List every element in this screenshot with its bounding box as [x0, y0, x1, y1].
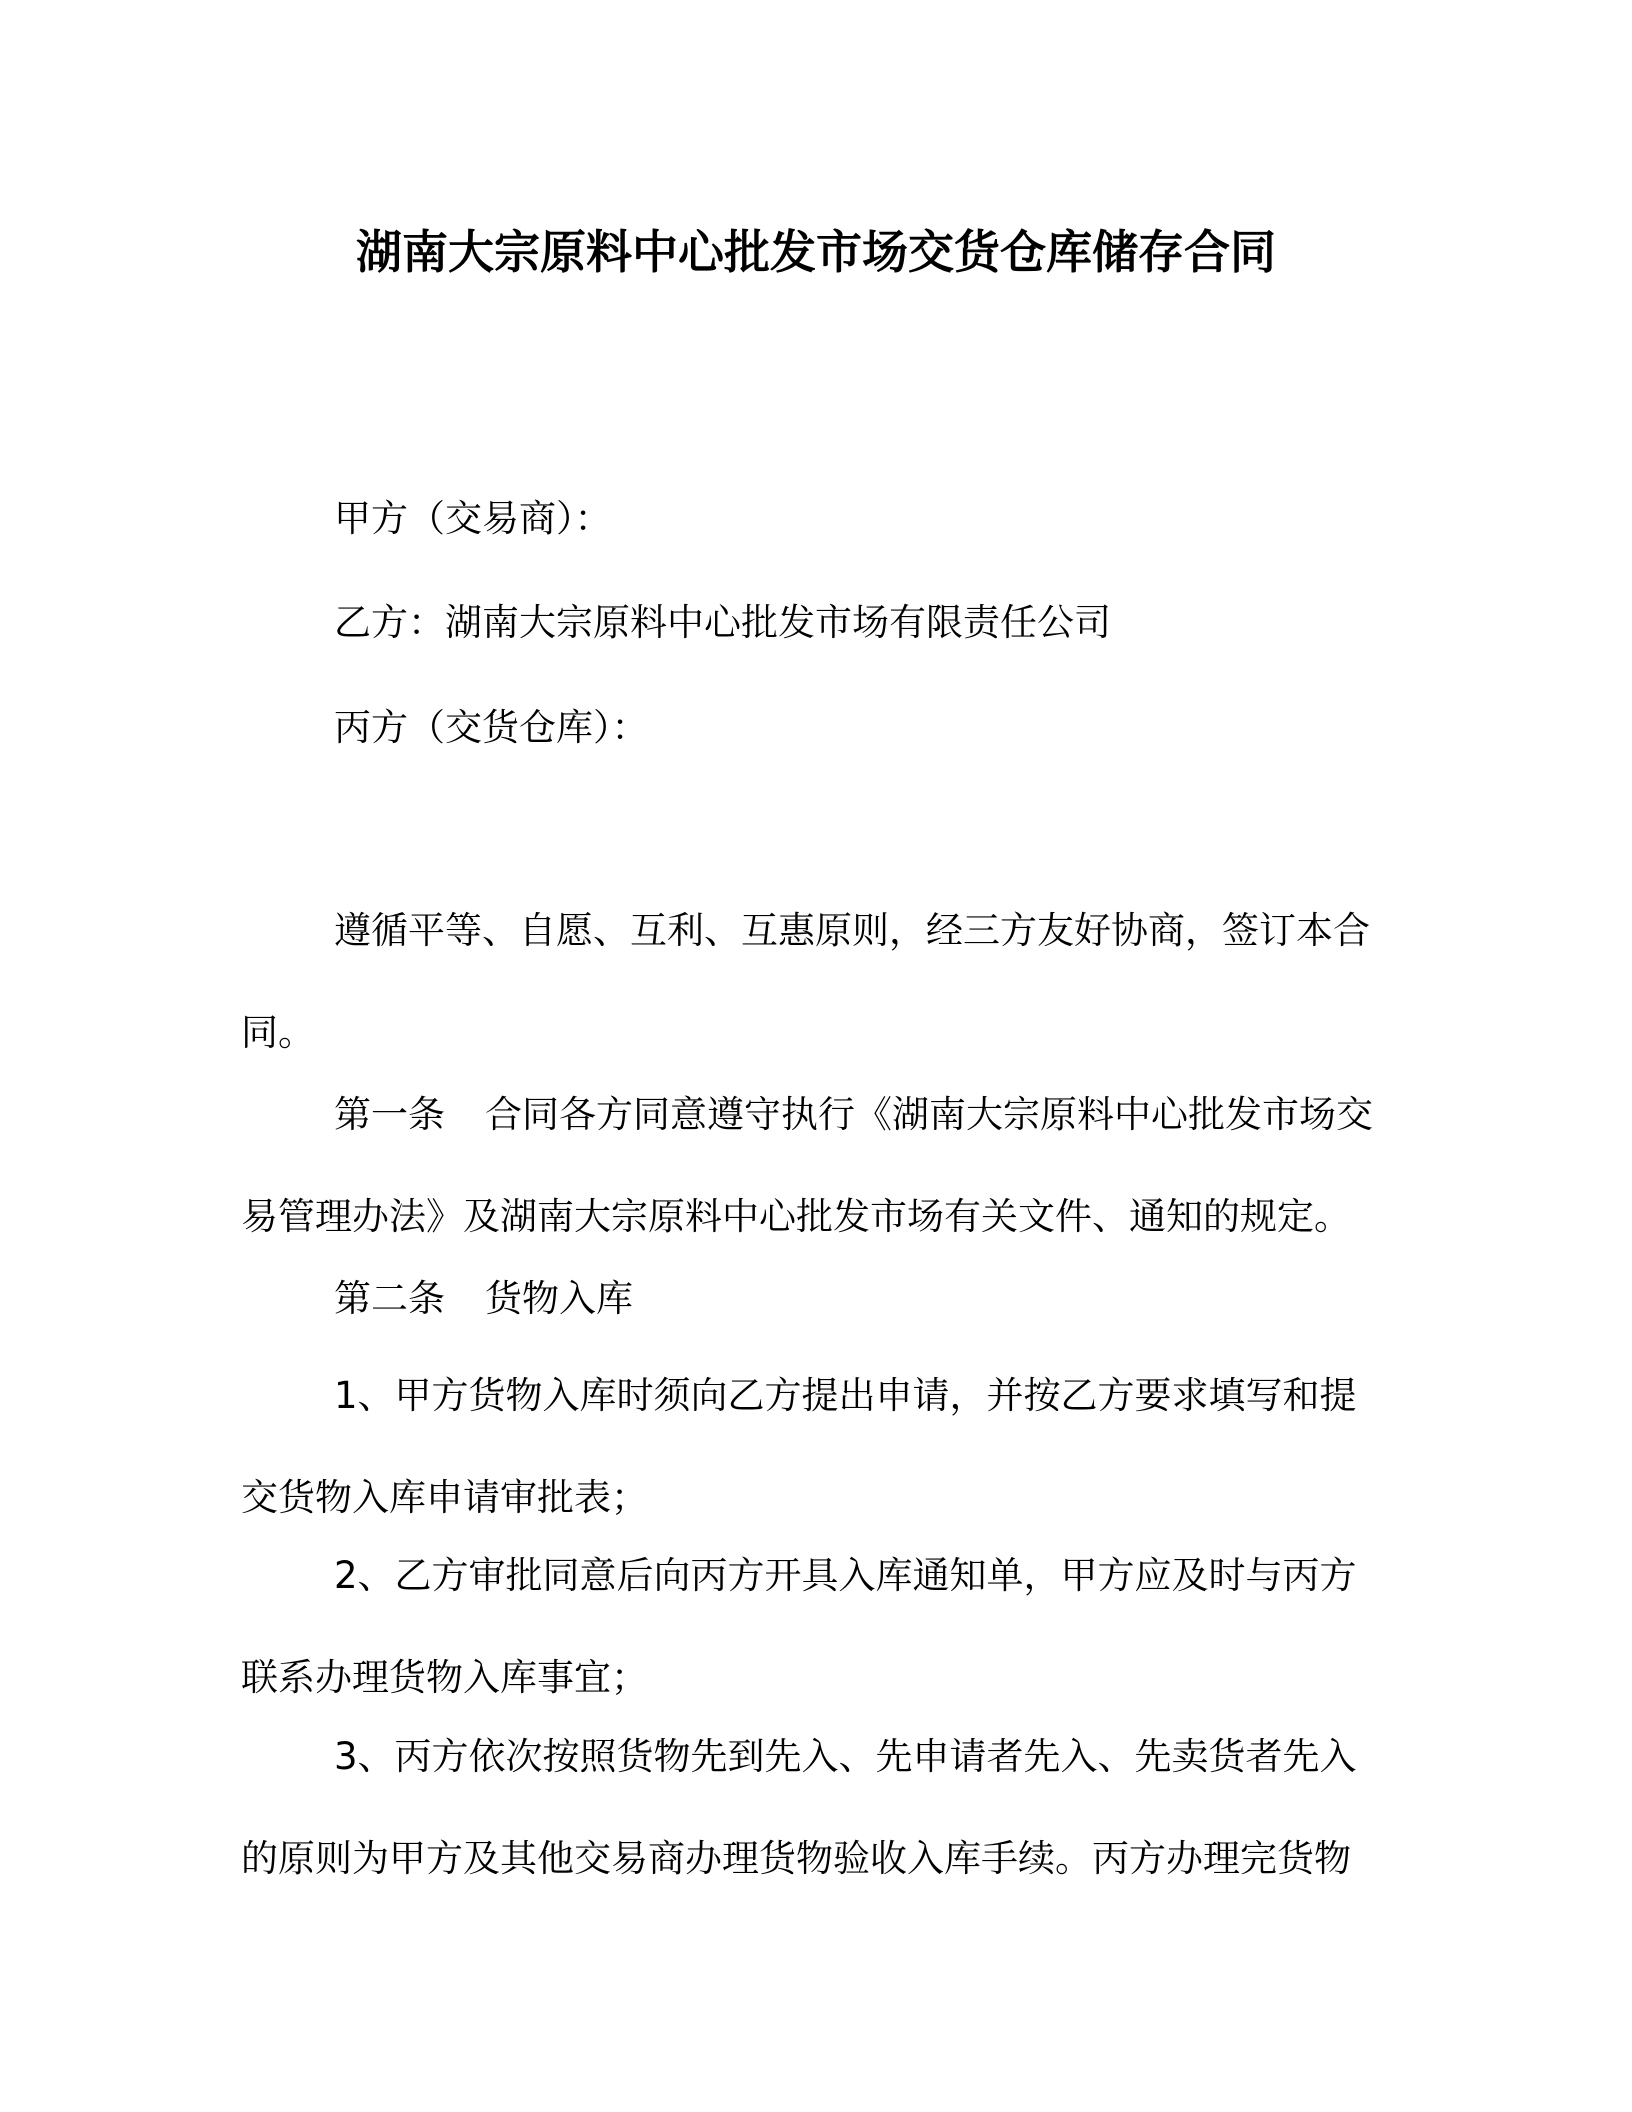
party-b-line: 乙方：湖南大宗原料中心批发市场有限责任公司 — [334, 601, 1111, 644]
item-1-line-1: 1、甲方货物入库时须向乙方提出申请，并按乙方要求填写和提 — [334, 1374, 1357, 1417]
article-1-line-1 — [241, 1064, 1381, 1166]
item-1-paragraph — [241, 1345, 1381, 1549]
preamble-paragraph — [241, 880, 1381, 1084]
item-2-line-1: 2、乙方审批同意后向丙方开具入库通知单，甲方应及时与丙方 — [334, 1554, 1357, 1597]
article-2-line — [241, 1248, 1381, 1350]
article-1-paragraph — [241, 1064, 1381, 1268]
article-1-line-2: 易管理办法》及湖南大宗原料中心批发市场有关文件、通知的规定。 — [241, 1195, 1351, 1238]
article-2-subtitle: 货物入库 — [485, 1277, 633, 1320]
party-a-line: 甲方（交易商）： — [334, 497, 612, 540]
item-1-line-2: 交货物入库申请审批表； — [241, 1476, 648, 1519]
item-3-line-1: 3、丙方依次按照货物先到先入、先申请者先入、先卖货者先入 — [334, 1735, 1357, 1778]
item-2-paragraph — [241, 1525, 1381, 1729]
preamble-line-1: 遵循平等、自愿、互利、互惠原则，经三方友好协商，签订本合 — [334, 909, 1370, 952]
item-3-paragraph — [241, 1706, 1381, 1910]
article-2-heading: 第二条 — [334, 1277, 445, 1320]
party-c-line: 丙方（交货仓库）： — [334, 706, 649, 749]
item-2-line-2: 联系办理货物入库事宜； — [241, 1656, 648, 1699]
article-2-heading-paragraph — [241, 1248, 1381, 1350]
article-1-heading: 第一条 — [334, 1093, 445, 1136]
article-1-text: 合同各方同意遵守执行《湖南大宗原料中心批发市场交 — [485, 1093, 1373, 1136]
document-title: 湖南大宗原料中心批发市场交货仓库储存合同 — [356, 225, 1276, 279]
preamble-line-2: 同。 — [241, 1011, 315, 1054]
item-3-line-2: 的原则为甲方及其他交易商办理货物验收入库手续。丙方办理完货物 — [241, 1837, 1351, 1880]
